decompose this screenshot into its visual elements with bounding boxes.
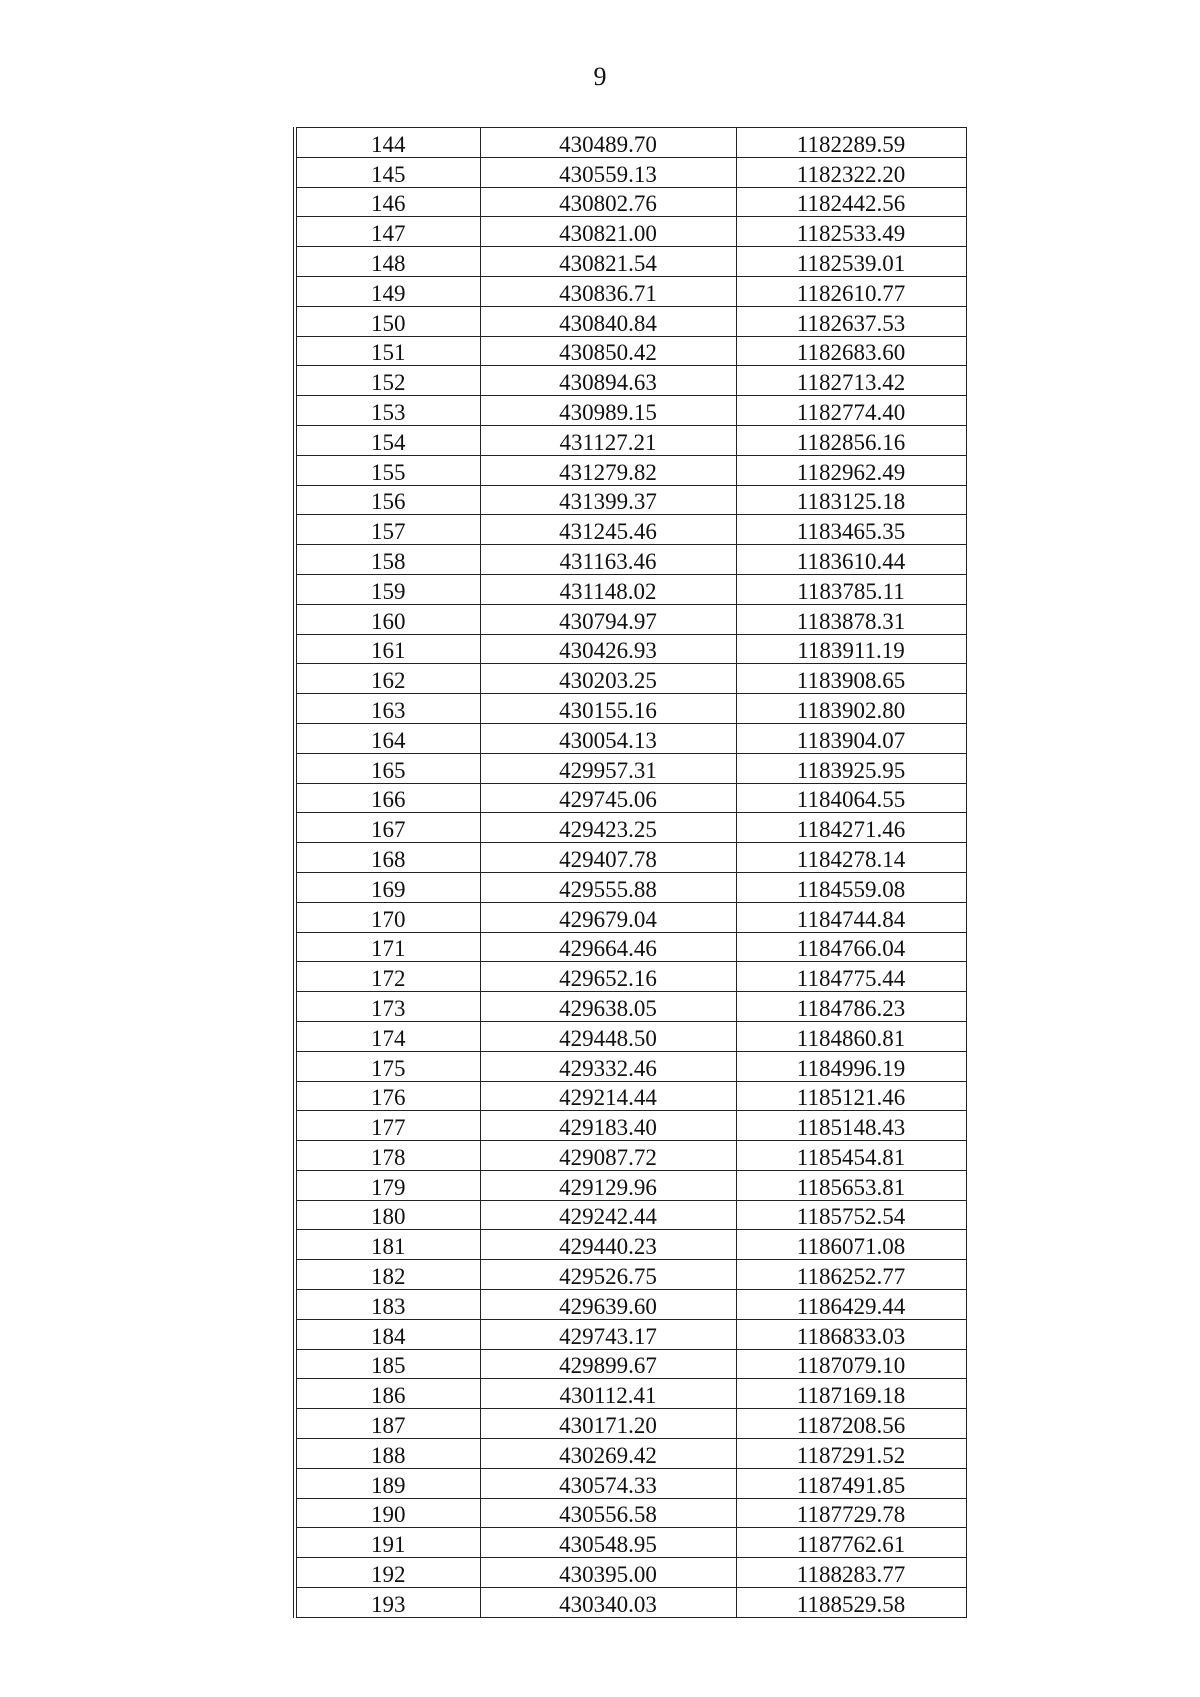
point-number-cell: 176 (295, 1081, 480, 1111)
point-number-cell: 185 (295, 1349, 480, 1379)
table-row (295, 425, 966, 455)
point-number-cell: 149 (295, 276, 480, 306)
table-row (295, 128, 966, 158)
x-coordinate-cell: 430556.58 (480, 1498, 736, 1528)
x-coordinate-cell: 431279.82 (480, 455, 736, 485)
y-coordinate-cell: 1183610.44 (736, 545, 966, 575)
y-coordinate-cell: 1183878.31 (736, 604, 966, 634)
y-coordinate-cell: 1184271.46 (736, 813, 966, 843)
table-row (295, 932, 966, 962)
table-row (295, 843, 966, 873)
table-row (295, 574, 966, 604)
point-number-cell: 184 (295, 1319, 480, 1349)
table-row (295, 1528, 966, 1558)
point-number-cell: 146 (295, 187, 480, 217)
point-number-cell: 192 (295, 1558, 480, 1588)
table-row (295, 1021, 966, 1051)
y-coordinate-cell: 1183785.11 (736, 574, 966, 604)
y-coordinate-cell: 1184559.08 (736, 872, 966, 902)
table-row (295, 962, 966, 992)
point-number-cell: 173 (295, 992, 480, 1022)
y-coordinate-cell: 1182713.42 (736, 366, 966, 396)
table-row (295, 753, 966, 783)
x-coordinate-cell: 429899.67 (480, 1349, 736, 1379)
point-number-cell: 186 (295, 1379, 480, 1409)
y-coordinate-cell: 1184860.81 (736, 1021, 966, 1051)
table-row (295, 1290, 966, 1320)
y-coordinate-cell: 1184786.23 (736, 992, 966, 1022)
x-coordinate-cell: 429087.72 (480, 1141, 736, 1171)
table-row (295, 992, 966, 1022)
point-number-cell: 154 (295, 425, 480, 455)
x-coordinate-cell: 430794.97 (480, 604, 736, 634)
point-number-cell: 193 (295, 1588, 480, 1618)
y-coordinate-cell: 1187729.78 (736, 1498, 966, 1528)
point-number-cell: 160 (295, 604, 480, 634)
y-coordinate-cell: 1185121.46 (736, 1081, 966, 1111)
y-coordinate-cell: 1187762.61 (736, 1528, 966, 1558)
y-coordinate-cell: 1185653.81 (736, 1170, 966, 1200)
x-coordinate-cell: 430548.95 (480, 1528, 736, 1558)
y-coordinate-cell: 1182637.53 (736, 306, 966, 336)
x-coordinate-cell: 430426.93 (480, 634, 736, 664)
x-coordinate-cell: 429242.44 (480, 1200, 736, 1230)
x-coordinate-cell: 429129.96 (480, 1170, 736, 1200)
x-coordinate-cell: 429423.25 (480, 813, 736, 843)
y-coordinate-cell: 1182289.59 (736, 128, 966, 158)
x-coordinate-cell: 430836.71 (480, 276, 736, 306)
point-number-cell: 156 (295, 485, 480, 515)
x-coordinate-cell: 431245.46 (480, 515, 736, 545)
point-number-cell: 187 (295, 1409, 480, 1439)
point-number-cell: 188 (295, 1439, 480, 1469)
point-number-cell: 175 (295, 1051, 480, 1081)
table-row (295, 1379, 966, 1409)
table-row (295, 366, 966, 396)
point-number-cell: 152 (295, 366, 480, 396)
point-number-cell: 182 (295, 1260, 480, 1290)
y-coordinate-cell: 1182539.01 (736, 247, 966, 277)
y-coordinate-cell: 1182683.60 (736, 336, 966, 366)
y-coordinate-cell: 1187491.85 (736, 1468, 966, 1498)
point-number-cell: 163 (295, 694, 480, 724)
x-coordinate-cell: 430559.13 (480, 157, 736, 187)
point-number-cell: 168 (295, 843, 480, 873)
point-number-cell: 147 (295, 217, 480, 247)
point-number-cell: 167 (295, 813, 480, 843)
point-number-cell: 189 (295, 1468, 480, 1498)
point-number-cell: 170 (295, 902, 480, 932)
table-row (295, 515, 966, 545)
table-row (295, 336, 966, 366)
table-row (295, 1200, 966, 1230)
x-coordinate-cell: 430840.84 (480, 306, 736, 336)
y-coordinate-cell: 1185752.54 (736, 1200, 966, 1230)
table-row (295, 187, 966, 217)
table-row (295, 455, 966, 485)
y-coordinate-cell: 1184064.55 (736, 783, 966, 813)
x-coordinate-cell: 429745.06 (480, 783, 736, 813)
table-row (295, 1439, 966, 1469)
y-coordinate-cell: 1183908.65 (736, 664, 966, 694)
table-row (295, 1260, 966, 1290)
point-number-cell: 157 (295, 515, 480, 545)
x-coordinate-cell: 430203.25 (480, 664, 736, 694)
x-coordinate-cell: 430894.63 (480, 366, 736, 396)
x-coordinate-cell: 429407.78 (480, 843, 736, 873)
y-coordinate-cell: 1185454.81 (736, 1141, 966, 1171)
point-number-cell: 148 (295, 247, 480, 277)
y-coordinate-cell: 1182962.49 (736, 455, 966, 485)
table-row (295, 902, 966, 932)
y-coordinate-cell: 1182322.20 (736, 157, 966, 187)
y-coordinate-cell: 1184775.44 (736, 962, 966, 992)
x-coordinate-cell: 430802.76 (480, 187, 736, 217)
table-row (295, 1319, 966, 1349)
x-coordinate-cell: 430850.42 (480, 336, 736, 366)
point-number-cell: 153 (295, 396, 480, 426)
table-row (295, 1558, 966, 1588)
point-number-cell: 144 (295, 128, 480, 158)
point-number-cell: 183 (295, 1290, 480, 1320)
x-coordinate-cell: 429664.46 (480, 932, 736, 962)
table-row (295, 306, 966, 336)
point-number-cell: 169 (295, 872, 480, 902)
table-row (295, 1498, 966, 1528)
table-row (295, 1468, 966, 1498)
y-coordinate-cell: 1182610.77 (736, 276, 966, 306)
x-coordinate-cell: 429332.46 (480, 1051, 736, 1081)
table-row (295, 1409, 966, 1439)
x-coordinate-cell: 429743.17 (480, 1319, 736, 1349)
table-row (295, 1111, 966, 1141)
table-row (295, 783, 966, 813)
point-number-cell: 180 (295, 1200, 480, 1230)
table-row (295, 1081, 966, 1111)
y-coordinate-cell: 1186833.03 (736, 1319, 966, 1349)
point-number-cell: 191 (295, 1528, 480, 1558)
point-number-cell: 166 (295, 783, 480, 813)
x-coordinate-cell: 429214.44 (480, 1081, 736, 1111)
y-coordinate-cell: 1185148.43 (736, 1111, 966, 1141)
x-coordinate-cell: 430574.33 (480, 1468, 736, 1498)
y-coordinate-cell: 1184278.14 (736, 843, 966, 873)
y-coordinate-cell: 1183465.35 (736, 515, 966, 545)
point-number-cell: 177 (295, 1111, 480, 1141)
point-number-cell: 181 (295, 1230, 480, 1260)
table-row (295, 1588, 966, 1618)
y-coordinate-cell: 1183904.07 (736, 723, 966, 753)
table-row (295, 276, 966, 306)
x-coordinate-cell: 431163.46 (480, 545, 736, 575)
point-number-cell: 178 (295, 1141, 480, 1171)
point-number-cell: 174 (295, 1021, 480, 1051)
y-coordinate-cell: 1188283.77 (736, 1558, 966, 1588)
y-coordinate-cell: 1184996.19 (736, 1051, 966, 1081)
x-coordinate-cell: 429638.05 (480, 992, 736, 1022)
x-coordinate-cell: 429555.88 (480, 872, 736, 902)
point-number-cell: 165 (295, 753, 480, 783)
coordinates-table (293, 127, 967, 1618)
table-row (295, 1170, 966, 1200)
point-number-cell: 171 (295, 932, 480, 962)
table-row (295, 872, 966, 902)
y-coordinate-cell: 1188529.58 (736, 1588, 966, 1618)
x-coordinate-cell: 429652.16 (480, 962, 736, 992)
point-number-cell: 179 (295, 1170, 480, 1200)
x-coordinate-cell: 431399.37 (480, 485, 736, 515)
point-number-cell: 161 (295, 634, 480, 664)
x-coordinate-cell: 430989.15 (480, 396, 736, 426)
y-coordinate-cell: 1186252.77 (736, 1260, 966, 1290)
x-coordinate-cell: 430821.54 (480, 247, 736, 277)
table-row (295, 485, 966, 515)
point-number-cell: 172 (295, 962, 480, 992)
point-number-cell: 150 (295, 306, 480, 336)
x-coordinate-cell: 429183.40 (480, 1111, 736, 1141)
x-coordinate-cell: 429526.75 (480, 1260, 736, 1290)
x-coordinate-cell: 430821.00 (480, 217, 736, 247)
x-coordinate-cell: 429639.60 (480, 1290, 736, 1320)
y-coordinate-cell: 1183902.80 (736, 694, 966, 724)
y-coordinate-cell: 1187079.10 (736, 1349, 966, 1379)
y-coordinate-cell: 1183925.95 (736, 753, 966, 783)
table-row (295, 157, 966, 187)
x-coordinate-cell: 429440.23 (480, 1230, 736, 1260)
page-number: 9 (593, 62, 607, 91)
y-coordinate-cell: 1187208.56 (736, 1409, 966, 1439)
x-coordinate-cell: 431127.21 (480, 425, 736, 455)
point-number-cell: 190 (295, 1498, 480, 1528)
x-coordinate-cell: 430112.41 (480, 1379, 736, 1409)
table-row (295, 694, 966, 724)
y-coordinate-cell: 1187169.18 (736, 1379, 966, 1409)
x-coordinate-cell: 430269.42 (480, 1439, 736, 1469)
x-coordinate-cell: 430155.16 (480, 694, 736, 724)
point-number-cell: 145 (295, 157, 480, 187)
point-number-cell: 159 (295, 574, 480, 604)
point-number-cell: 164 (295, 723, 480, 753)
x-coordinate-cell: 430395.00 (480, 1558, 736, 1588)
y-coordinate-cell: 1187291.52 (736, 1439, 966, 1469)
table-row (295, 1051, 966, 1081)
coordinates-table-body (295, 128, 966, 1618)
table-row (295, 813, 966, 843)
table-row (295, 723, 966, 753)
table-row (295, 247, 966, 277)
y-coordinate-cell: 1184766.04 (736, 932, 966, 962)
y-coordinate-cell: 1182442.56 (736, 187, 966, 217)
table-row (295, 1349, 966, 1379)
y-coordinate-cell: 1183911.19 (736, 634, 966, 664)
table-row (295, 217, 966, 247)
y-coordinate-cell: 1186429.44 (736, 1290, 966, 1320)
x-coordinate-cell: 430489.70 (480, 128, 736, 158)
x-coordinate-cell: 429448.50 (480, 1021, 736, 1051)
point-number-cell: 162 (295, 664, 480, 694)
x-coordinate-cell: 429679.04 (480, 902, 736, 932)
table-row (295, 634, 966, 664)
table-row (295, 1141, 966, 1171)
point-number-cell: 158 (295, 545, 480, 575)
table-row (295, 396, 966, 426)
table-row (295, 604, 966, 634)
x-coordinate-cell: 431148.02 (480, 574, 736, 604)
table-row (295, 664, 966, 694)
x-coordinate-cell: 429957.31 (480, 753, 736, 783)
x-coordinate-cell: 430340.03 (480, 1588, 736, 1618)
x-coordinate-cell: 430171.20 (480, 1409, 736, 1439)
y-coordinate-cell: 1186071.08 (736, 1230, 966, 1260)
y-coordinate-cell: 1183125.18 (736, 485, 966, 515)
table-row (295, 545, 966, 575)
y-coordinate-cell: 1184744.84 (736, 902, 966, 932)
point-number-cell: 155 (295, 455, 480, 485)
table-row (295, 1230, 966, 1260)
y-coordinate-cell: 1182533.49 (736, 217, 966, 247)
y-coordinate-cell: 1182774.40 (736, 396, 966, 426)
point-number-cell: 151 (295, 336, 480, 366)
y-coordinate-cell: 1182856.16 (736, 425, 966, 455)
x-coordinate-cell: 430054.13 (480, 723, 736, 753)
